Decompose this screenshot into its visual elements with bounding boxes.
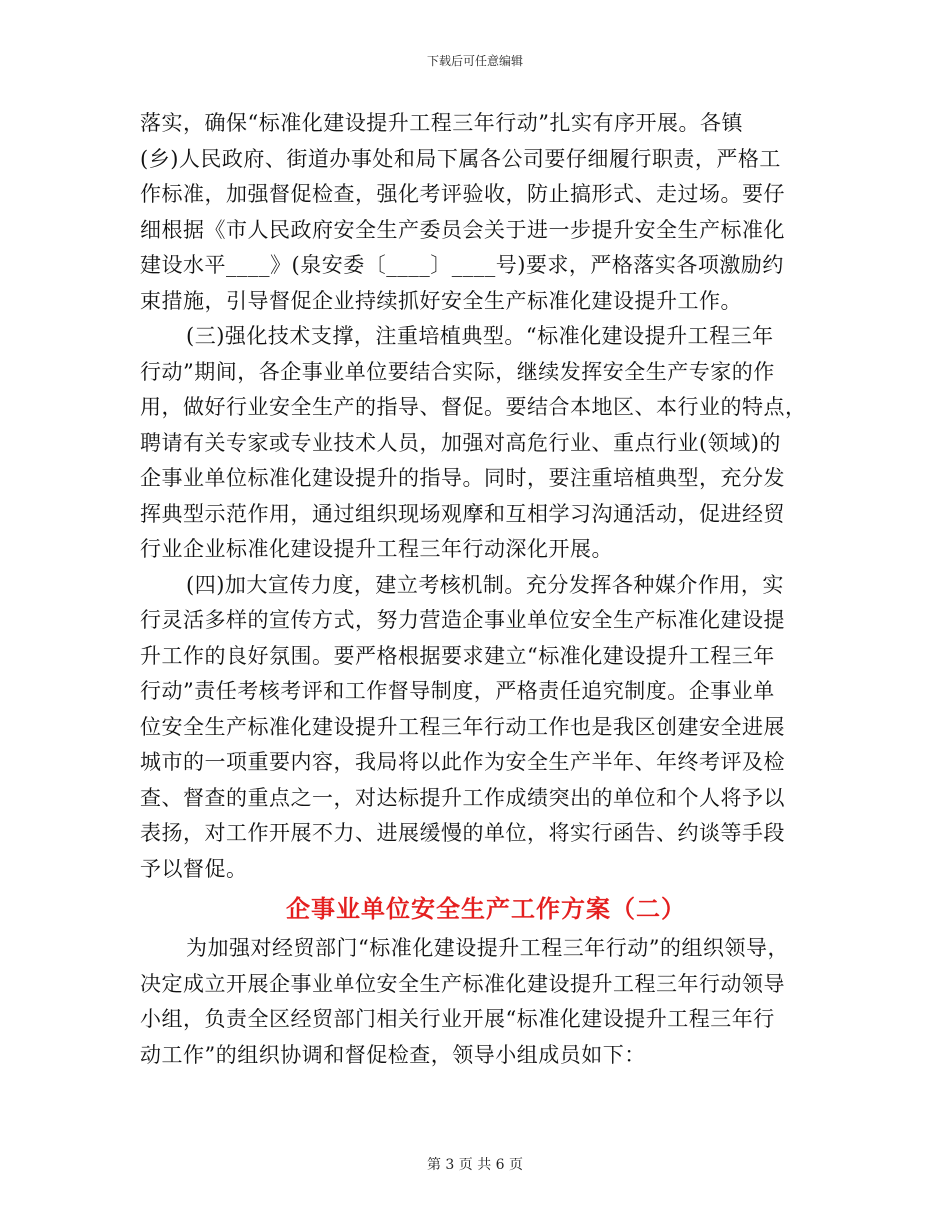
paragraph-line: 细根据《市人民政府安全生产委员会关于进一步提升安全生产标准化: [140, 217, 785, 242]
document-body: [140, 106, 812, 1073]
paragraph-line: 聘请有关专家或专业技术人员，加强对高危行业、重点行业(领域)的: [140, 430, 781, 455]
paragraph-line: 表扬，对工作开展不力、进展缓慢的单位，将实行函告、约谈等手段: [140, 821, 785, 845]
page-footer: 第 3 页 共 6 页: [426, 1157, 524, 1173]
paragraph-line: 予以督促。: [140, 856, 248, 881]
paragraph-line: (乡)人民政府、街道办事处和局下属各公司要仔细履行职责，严格工: [140, 146, 781, 171]
paragraph-line: 企事业单位标准化建设提升的指导。同时，要注重培植典型，充分发: [140, 466, 785, 490]
paragraph-line: 城市的一项重要内容，我局将以此作为安全生产半年、年终考评及检: [140, 750, 785, 774]
paragraph-line: 动工作”的组织协调和督促检查，领导小组成员如下：: [140, 1042, 646, 1067]
paragraph-line: 行动”责任考核考评和工作督导制度，严格责任追究制度。企事业单: [140, 679, 775, 703]
paragraph-line: 升工作的良好氛围。要严格根据要求建立“标准化建设提升工程三年: [140, 643, 775, 668]
paragraph-line: 落实，确保“标准化建设提升工程三年行动”扎实有序开展。各镇: [140, 111, 743, 135]
paragraph-line: 用，做好行业安全生产的指导、督促。要结合本地区、本行业的特点，: [140, 395, 807, 419]
section-title: 企事业单位安全生产工作方案（二）: [286, 894, 686, 923]
paragraph-line: 查、督查的重点之一，对达标提升工作成绩突出的单位和个人将予以: [140, 785, 785, 810]
paragraph-line: 行动”期间，各企事业单位要结合实际，继续发挥安全生产专家的作: [140, 359, 775, 384]
paragraph-line: (三)强化技术支撑，注重培植典型。“标准化建设提升工程三年: [186, 324, 774, 348]
paragraph-line: 建设水平____》(泉安委〔____〕____号)要求，严格落实各项激励约: [140, 253, 784, 277]
paragraph-line: 行灵活多样的宣传方式，努力营造企事业单位安全生产标准化建设提: [140, 608, 785, 632]
paragraph-line: 挥典型示范作用，通过组织现场观摩和互相学习沟通活动，促进经贸: [140, 501, 785, 526]
paragraph-line: 作标准，加强督促检查，强化考评验收，防止搞形式、走过场。要仔: [140, 182, 785, 206]
paragraph-line: 决定成立开展企事业单位安全生产标准化建设提升工程三年行动领导: [140, 971, 785, 996]
page-header: 下载后可任意编辑: [426, 54, 523, 68]
paragraph-line: 行业企业标准化建设提升工程三年行动深化开展。: [140, 537, 613, 561]
paragraph-line: 位安全生产标准化建设提升工程三年行动工作也是我区创建安全进展: [140, 714, 785, 739]
paragraph-line: 束措施，引导督促企业持续抓好安全生产标准化建设提升工作。: [140, 288, 742, 313]
paragraph-line: 小组，负责全区经贸部门相关行业开展“标准化建设提升工程三年行: [140, 1007, 775, 1031]
paragraph-line: 为加强对经贸部门“标准化建设提升工程三年行动”的组织领导，: [186, 936, 789, 960]
paragraph-line: (四)加大宣传力度，建立考核机制。充分发挥各种媒介作用，实: [186, 572, 784, 597]
